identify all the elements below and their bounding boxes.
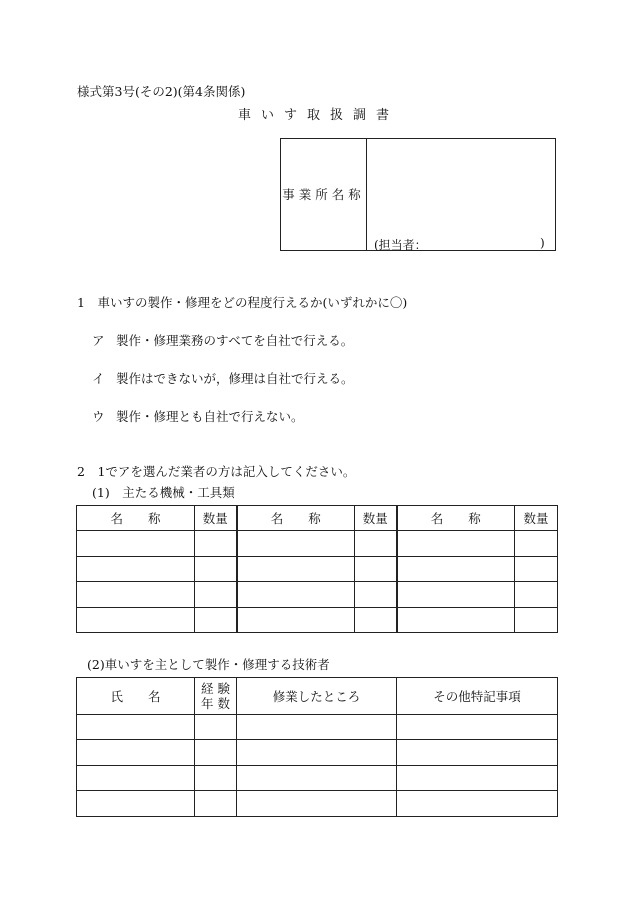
technician-years-cell[interactable] — [195, 715, 237, 740]
equipment-heading: (1) 主たる機械・工具類 — [92, 485, 235, 500]
equipment-name-cell[interactable] — [77, 531, 195, 556]
office-box-divider — [366, 139, 367, 250]
equipment-qty-cell[interactable] — [355, 582, 397, 607]
equipment-table — [76, 505, 558, 633]
technician-years-cell[interactable] — [195, 791, 237, 816]
table-row — [77, 740, 558, 765]
option-i-text: 製作はできないが，修理は自社で行える。 — [116, 371, 354, 386]
question-2: 2 1でアを選んだ業者の方は記入してください。 — [77, 464, 356, 479]
option-a-mark: ア — [92, 333, 105, 348]
equipment-qty-cell[interactable] — [195, 556, 237, 581]
option-u-mark: ウ — [92, 409, 105, 424]
table-row — [77, 765, 558, 790]
form-number: 様式第3号(その2)(第4条関係) — [77, 84, 246, 99]
technicians-heading: (2)車いすを主として製作・修理する技術者 — [87, 657, 330, 672]
equipment-qty-cell[interactable] — [195, 531, 237, 556]
equipment-qty-cell[interactable] — [355, 556, 397, 581]
technician-col-notes: その他特記事項 — [397, 678, 558, 715]
technician-col-years-line1: 経 験 — [201, 681, 230, 696]
technician-training-cell[interactable] — [237, 740, 397, 765]
technician-notes-cell[interactable] — [397, 765, 558, 790]
technician-col-training: 修業したところ — [237, 678, 397, 715]
contact-person-close: ) — [540, 236, 545, 250]
equipment-qty-cell[interactable] — [515, 582, 558, 607]
technician-name-cell[interactable] — [77, 740, 195, 765]
technicians-table — [76, 677, 558, 817]
option-a-text: 製作・修理業務のすべてを自社で行える。 — [116, 333, 354, 348]
table-row — [77, 582, 558, 607]
equipment-qty-cell[interactable] — [515, 531, 558, 556]
equipment-name-cell[interactable] — [77, 556, 195, 581]
technicians-header-row — [77, 678, 558, 715]
equipment-header-row — [77, 506, 558, 531]
equipment-name-cell[interactable] — [237, 607, 355, 632]
office-name-label: 事業所名称 — [282, 187, 365, 202]
equipment-name-cell[interactable] — [77, 607, 195, 632]
equipment-col-name: 名 称 — [77, 506, 195, 531]
technician-name-cell[interactable] — [77, 765, 195, 790]
technician-notes-cell[interactable] — [397, 791, 558, 816]
technician-training-cell[interactable] — [237, 765, 397, 790]
technician-years-cell[interactable] — [195, 765, 237, 790]
technician-col-years — [195, 678, 237, 715]
technician-notes-cell[interactable] — [397, 740, 558, 765]
option-u-text: 製作・修理とも自社で行えない。 — [116, 409, 304, 424]
technician-name-cell[interactable] — [77, 791, 195, 816]
contact-person-label: (担当者： — [374, 238, 427, 252]
technician-years-cell[interactable] — [195, 740, 237, 765]
equipment-name-cell[interactable] — [397, 607, 515, 632]
equipment-qty-cell[interactable] — [355, 607, 397, 632]
technician-training-cell[interactable] — [237, 715, 397, 740]
equipment-name-cell[interactable] — [397, 582, 515, 607]
equipment-qty-cell[interactable] — [515, 607, 558, 632]
table-row — [77, 531, 558, 556]
equipment-col-name: 名 称 — [237, 506, 355, 531]
equipment-col-name: 名 称 — [397, 506, 515, 531]
equipment-name-cell[interactable] — [237, 556, 355, 581]
equipment-qty-cell[interactable] — [355, 531, 397, 556]
equipment-qty-cell[interactable] — [515, 556, 558, 581]
option-i-mark: イ — [92, 371, 105, 386]
technician-training-cell[interactable] — [237, 791, 397, 816]
equipment-name-cell[interactable] — [77, 582, 195, 607]
technician-notes-cell[interactable] — [397, 715, 558, 740]
equipment-qty-cell[interactable] — [195, 582, 237, 607]
document-title: 車いす取扱調書 — [238, 108, 400, 123]
equipment-col-qty: 数量 — [195, 506, 237, 531]
equipment-qty-cell[interactable] — [195, 607, 237, 632]
technician-col-name: 氏 名 — [77, 678, 195, 715]
question-1: 1 車いすの製作・修理をどの程度行えるか(いずれかに〇) — [77, 295, 408, 310]
technician-name-cell[interactable] — [77, 715, 195, 740]
table-row — [77, 556, 558, 581]
option-i — [92, 369, 354, 387]
equipment-col-qty: 数量 — [355, 506, 397, 531]
equipment-name-cell[interactable] — [397, 556, 515, 581]
office-name-box — [280, 138, 556, 251]
equipment-col-qty: 数量 — [515, 506, 558, 531]
table-row — [77, 791, 558, 816]
equipment-name-cell[interactable] — [237, 531, 355, 556]
technician-col-years-line2: 年 数 — [201, 696, 230, 711]
table-row — [77, 715, 558, 740]
equipment-name-cell[interactable] — [397, 531, 515, 556]
table-row — [77, 607, 558, 632]
option-a — [92, 331, 353, 349]
equipment-name-cell[interactable] — [237, 582, 355, 607]
option-u — [92, 407, 304, 425]
